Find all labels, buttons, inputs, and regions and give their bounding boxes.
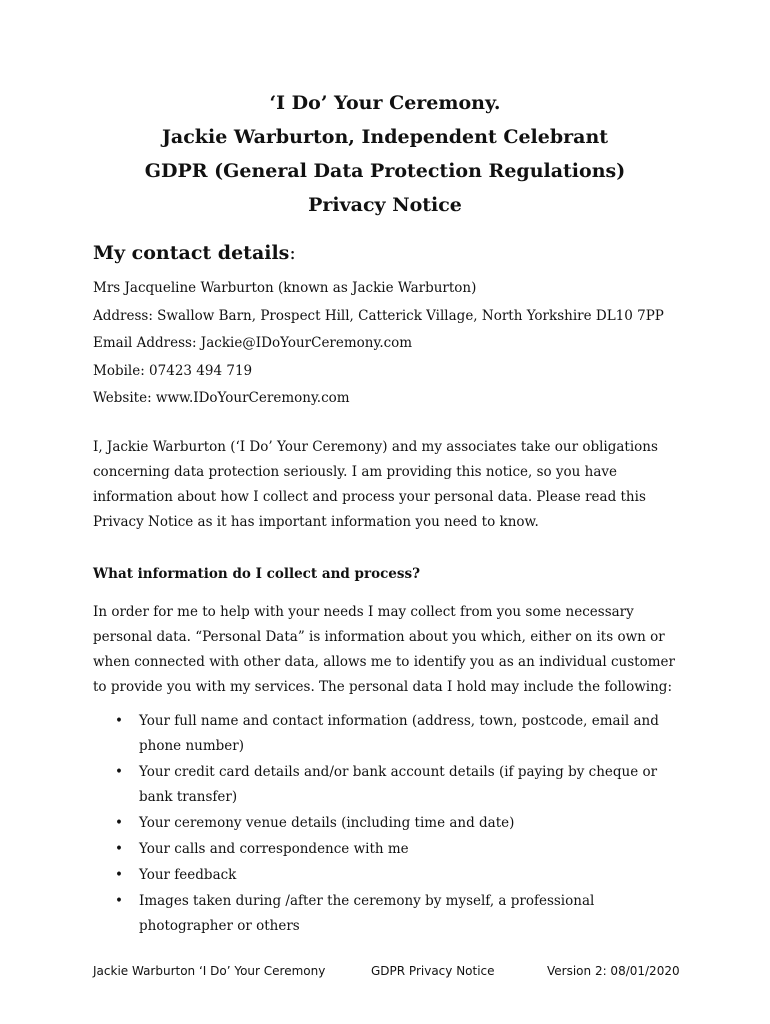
title-line-3: GDPR (General Data Protection Regulations) <box>144 160 626 182</box>
list-item-text: Your credit card details and/or bank account details (if paying by cheque or bank transfer) <box>139 764 658 805</box>
contact-address: Address: Swallow Barn, Prospect Hill, Catterick Village, North Yorkshire DL10 7PP <box>93 307 664 324</box>
list-item <box>93 889 683 939</box>
footer-center: GDPR Privacy Notice <box>371 964 495 978</box>
title-line-2: Jackie Warburton, Independent Celebrant <box>161 126 609 148</box>
contact-email: Email Address: Jackie@IDoYourCeremony.com <box>93 335 413 351</box>
contact-heading-colon: : <box>289 242 296 264</box>
section-heading-info: What information do I collect and process? <box>93 566 421 582</box>
contact-name: Mrs Jacqueline Warburton (known as Jackie Warburton) <box>93 280 477 296</box>
footer-right: Version 2: 08/01/2020 <box>547 964 680 978</box>
personal-data-list <box>93 709 683 940</box>
list-item-text: Your full name and contact information (address, town, postcode, email and phone number) <box>139 713 659 754</box>
contact-website: Website: www.IDoYourCeremony.com <box>93 390 350 406</box>
footer-left: Jackie Warburton ‘I Do’ Your Ceremony <box>93 964 326 978</box>
bullet-icon: • <box>115 815 123 831</box>
contact-heading-text: My contact details <box>93 242 290 264</box>
list-item <box>93 837 683 862</box>
list-item <box>93 811 683 836</box>
bullet-icon: • <box>115 841 123 857</box>
list-item-text: Your feedback <box>139 867 237 883</box>
intro-paragraph: I, Jackie Warburton (‘I Do’ Your Ceremony) and my associates take our obligations concerning data protection seriously. I am providing this notice, so you have information about how I collect and process your personal data. Please read this Privacy Notice as it has important information you need to know. <box>93 439 658 530</box>
document-title-block <box>0 86 770 222</box>
list-item <box>93 760 683 810</box>
list-item-text: Your ceremony venue details (including time and date) <box>139 815 515 831</box>
bullet-icon: • <box>115 867 123 883</box>
list-item <box>93 863 683 888</box>
list-item-text: Images taken during /after the ceremony by myself, a professional photographer or others <box>139 893 595 934</box>
contact-details-heading <box>93 242 296 264</box>
title-line-4: Privacy Notice <box>308 194 462 216</box>
bullet-icon: • <box>115 893 123 909</box>
title-line-1: ‘I Do’ Your Ceremony. <box>269 92 501 114</box>
list-item <box>93 709 683 759</box>
contact-mobile: Mobile: 07423 494 719 <box>93 362 253 379</box>
contact-details <box>93 277 664 415</box>
section-body-info: In order for me to help with your needs I may collect from you some necessary personal data. “Personal Data” is information about you which, either on its own or when connected with other data, allows me to identify you as an individual customer to provide you with my services. The personal data I hold may include the following: <box>93 604 675 695</box>
bullet-icon: • <box>115 713 123 729</box>
list-item-text: Your calls and correspondence with me <box>139 841 409 857</box>
bullet-icon: • <box>115 764 123 780</box>
